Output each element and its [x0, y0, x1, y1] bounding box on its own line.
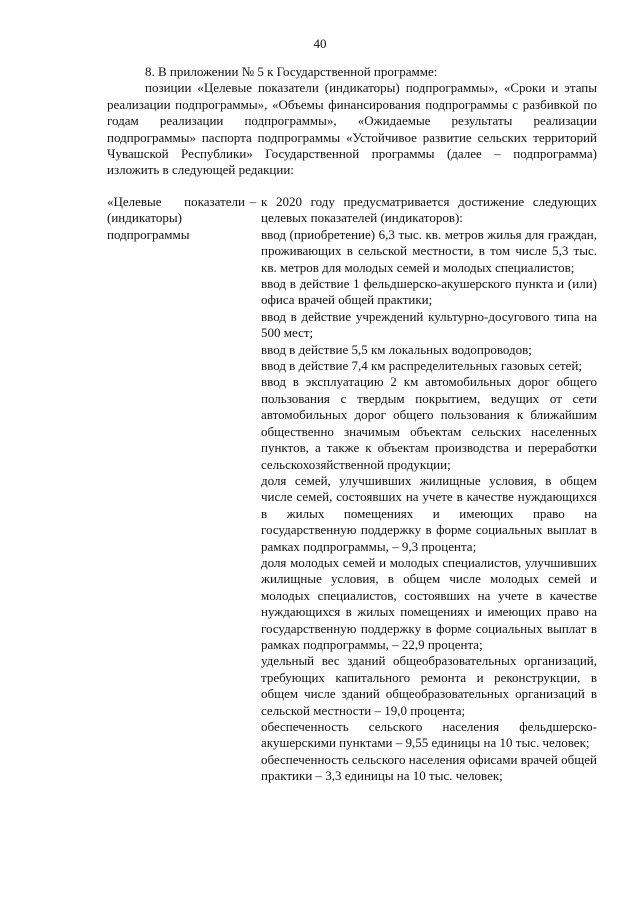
indicator-item: ввод в действие 1 фельдшерско-акушерского пункта и (или) офиса врачей общей практики; — [261, 276, 597, 308]
indicator-item: ввод в действие учреждений культурно-досугового типа на 500 мест; — [261, 308, 597, 341]
indicator-item: доля молодых семей и молодых специалистов, улучшивших жилищные условия, в общем числе молодых семей и молодых специалистов, состоявших на учете в качестве нуждающихся в жилых помещениях и имеющих право на государственную поддержку в форме социальных выплат в рамках подпрограммы, – 22,9 процента; — [261, 554, 597, 652]
indicator-item: удельный вес зданий общеобразовательных организаций, требующих капитального ремонта и реконструкции, в общем числе зданий общеобразовательных организаций в сельской местности – 19,0 процента; — [261, 653, 597, 718]
indicator-item: ввод (приобретение) 6,3 тыс. кв. метров жилья для граждан, проживающих в сельской местности, в том числе 5,3 тыс. кв. метров для молодых семей и молодых специалистов; — [261, 226, 597, 275]
indicator-item: обеспеченность сельского населения фельдшерско-акушерскими пунктами – 9,55 единицы на 10 тыс. человек; — [261, 719, 597, 751]
intro-section — [107, 64, 597, 179]
indicator-item: доля семей, улучшивших жилищные условия, в общем числе семей, состоявших на учете в качестве нуждающихся в жилых помещениях и имеющих право на государственную поддержку в форме социальных выплат в рамках подпрограммы, – 9,3 процента; — [261, 472, 597, 554]
indicator-item: обеспеченность сельского населения офисами врачей общей практики – 3,3 единицы на 10 тыс. человек; — [261, 751, 597, 784]
indicator-item: ввод в действие 5,5 км локальных водопроводов; — [261, 341, 532, 357]
section-heading: 8. В приложении № 5 к Государственной программе: — [145, 64, 438, 79]
indicator-item: ввод в действие 7,4 км распределительных газовых сетей; — [261, 358, 583, 374]
separator-dash: – — [249, 194, 257, 209]
intro-paragraph: позиции «Целевые показатели (индикаторы) подпрограммы», «Сроки и этапы реализации подпрограммы», «Объемы финансирования подпрограммы с разбивкой по годам реализации подпрограммы», «Ожидаемые результаты реализации подпрограммы» паспорта подпрограммы «Устойчивое развитие сельских территорий Чувашской Республики» Государственной программы (далее – подпрограмма) изложить в следующей редакции: — [107, 80, 597, 178]
indicator-item: ввод в эксплуатацию 2 км автомобильных дорог общего пользования с твердым покрытием, ведущих от сети автомобильных дорог общего пользования к ближайшим общественно значимым объектам сельских населенных пунктов, а также к объектам производства и переработки сельскохозяйственной продукции; — [261, 374, 597, 472]
indicator-list — [261, 194, 597, 785]
position-label: «Целевые показатели (индикаторы) подпрограммы — [107, 194, 245, 242]
page-number: 40 — [313, 36, 327, 51]
indicator-item: к 2020 году предусматривается достижение следующих целевых показателей (индикаторов): — [261, 194, 597, 226]
passport-table — [107, 194, 597, 785]
